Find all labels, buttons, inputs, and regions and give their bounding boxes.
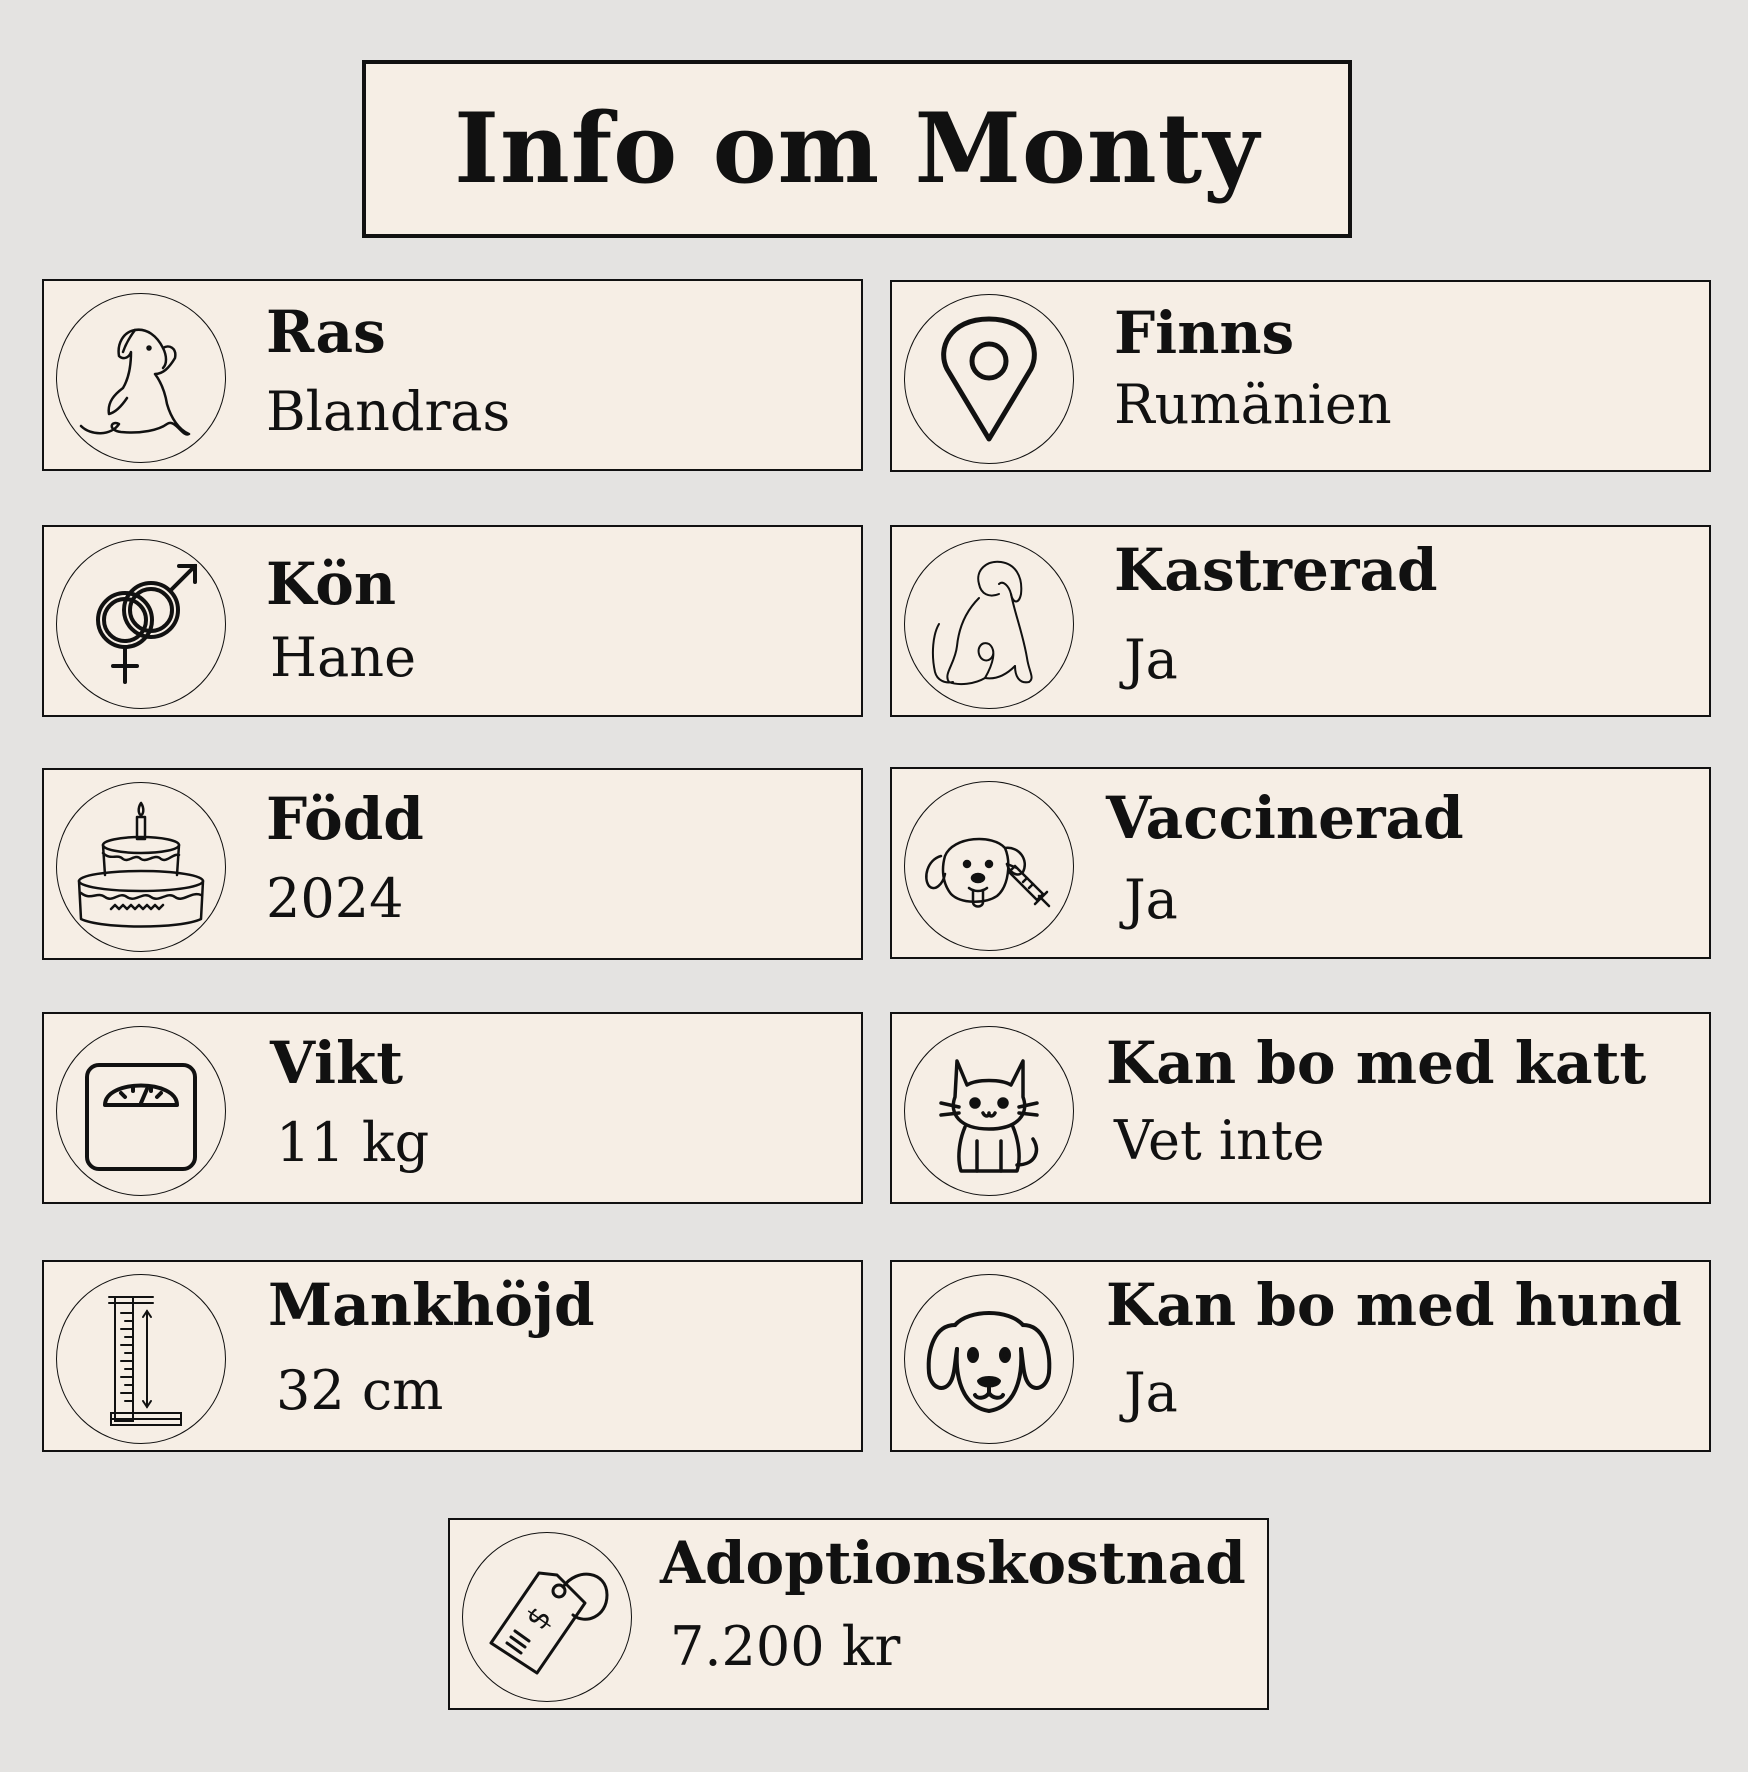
card-label: Ras xyxy=(266,298,386,366)
dog-line-icon xyxy=(71,308,211,448)
icon-circle xyxy=(462,1532,632,1702)
card-label: Adoptionskostnad xyxy=(660,1529,1246,1597)
card-ras xyxy=(42,279,863,471)
card-value: 32 cm xyxy=(276,1359,444,1422)
card-value: Ja xyxy=(1124,628,1178,691)
icon-circle xyxy=(56,1274,226,1444)
card-value: Ja xyxy=(1124,1361,1178,1424)
card-value: 7.200 kr xyxy=(670,1615,901,1678)
location-pin-icon xyxy=(919,309,1059,449)
card-value: Ja xyxy=(1124,868,1178,931)
dog-syringe-icon xyxy=(919,796,1059,936)
icon-circle xyxy=(904,781,1074,951)
svg-text:$: $ xyxy=(519,1600,560,1637)
icon-circle xyxy=(904,1274,1074,1444)
icon-circle xyxy=(56,539,226,709)
sitting-dog-icon xyxy=(919,554,1059,694)
scale-icon xyxy=(71,1041,211,1181)
card-value: Blandras xyxy=(266,380,511,443)
card-mankhojd xyxy=(42,1260,863,1452)
page-title: Info om Monty xyxy=(454,92,1260,205)
card-hund xyxy=(890,1260,1711,1452)
card-label: Född xyxy=(266,785,424,853)
title-box xyxy=(362,60,1352,238)
card-kastrerad xyxy=(890,525,1711,717)
icon-circle xyxy=(56,782,226,952)
card-value: Rumänien xyxy=(1114,373,1392,436)
card-adoptionskostnad xyxy=(448,1518,1269,1710)
card-label: Vikt xyxy=(270,1029,403,1097)
card-label: Kan bo med hund xyxy=(1106,1271,1682,1339)
dog-face-icon xyxy=(919,1289,1059,1429)
icon-circle xyxy=(904,1026,1074,1196)
price-tag-icon xyxy=(477,1547,617,1687)
card-value: Vet inte xyxy=(1114,1109,1325,1172)
card-label: Kön xyxy=(266,550,396,618)
card-katt xyxy=(890,1012,1711,1204)
birthday-cake-icon xyxy=(71,797,211,937)
gender-symbol-icon xyxy=(71,554,211,694)
card-label: Kastrerad xyxy=(1114,536,1438,604)
card-label: Mankhöjd xyxy=(268,1271,595,1339)
card-finns xyxy=(890,280,1711,472)
icon-circle xyxy=(904,539,1074,709)
card-value: 2024 xyxy=(266,867,404,930)
icon-circle xyxy=(56,1026,226,1196)
card-label: Finns xyxy=(1114,299,1295,367)
icon-circle xyxy=(56,293,226,463)
card-label: Kan bo med katt xyxy=(1106,1029,1647,1097)
card-vaccinerad xyxy=(890,767,1711,959)
card-value: 11 kg xyxy=(276,1111,430,1174)
card-label: Vaccinerad xyxy=(1106,784,1464,852)
cat-icon xyxy=(919,1041,1059,1181)
icon-circle xyxy=(904,294,1074,464)
card-kon xyxy=(42,525,863,717)
card-value: Hane xyxy=(270,626,417,689)
card-fodd xyxy=(42,768,863,960)
card-vikt xyxy=(42,1012,863,1204)
height-ruler-icon xyxy=(71,1289,211,1429)
